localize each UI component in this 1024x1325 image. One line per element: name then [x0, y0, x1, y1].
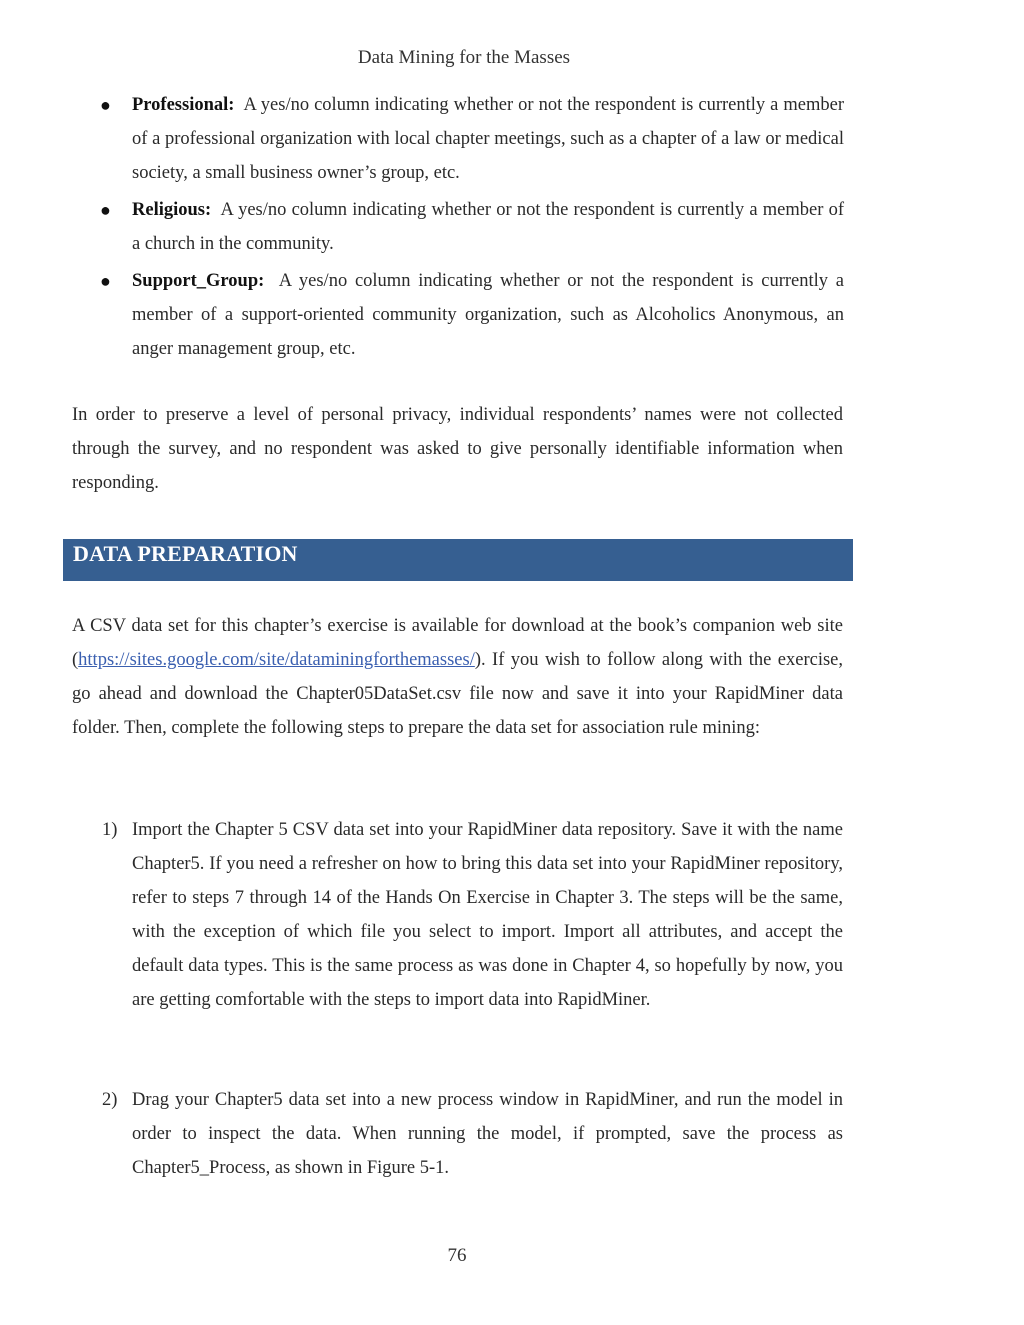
step-text: Import the Chapter 5 CSV data set into your RapidMiner data repository. Save it with the name Chapter5. If you need a refresher on how to bring this data set into your RapidMiner repository, refer to steps 7 through 14 of the Hands On Exercise in Chapter 3. The steps will be the same, with the exception of which file you select to import. Import all attributes, and accept the default data types. This is the same process as was done in Chapter 4, so hopefully by now, you are getting comfortable with the steps to import data into RapidMiner. — [132, 820, 843, 1010]
bullet-term: Support_Group: — [132, 271, 265, 291]
csv-paragraph — [72, 609, 843, 745]
bullet-item-support-group — [100, 264, 844, 366]
bullet-description: A yes/no column indicating whether or not the respondent is currently a member of a church in the community. — [132, 200, 844, 254]
step-number: 1) — [102, 820, 118, 840]
step-text: Drag your Chapter5 data set into a new process window in RapidMiner, and run the model in order to inspect the data. When running the model, if prompted, save the process as Chapter5_Process, as shown in Figure 5-1. — [132, 1090, 843, 1178]
bullet-item-religious — [100, 193, 844, 261]
privacy-paragraph: In order to preserve a level of personal privacy, individual respondents’ names were not collected through the survey, and no respondent was asked to give personally identifiable information when responding. — [72, 405, 843, 493]
bullet-term: Religious: — [132, 200, 212, 220]
bullet-description: A yes/no column indicating whether or not the respondent is currently a member of a support-oriented community organization, such as Alcoholics Anonymous, an anger management group, etc. — [132, 271, 844, 359]
bullet-dot-icon: ● — [100, 95, 111, 115]
running-header: Data Mining for the Masses — [357, 47, 571, 68]
csv-text-after-link: ). If you wish to follow along with the exercise, go ahead and download the Chapter05DataSet.csv file now and save it into your RapidMiner data folder. Then, complete the following steps to prepare the data set for association rule mining: — [72, 650, 843, 738]
step-item-2 — [102, 1083, 843, 1185]
section-heading-title: DATA PREPARATION — [73, 541, 298, 566]
bullet-description: A yes/no column indicating whether or not the respondent is currently a member of a professional organization with local chapter meetings, such as a chapter of a law or medical society, a small business owner’s group, etc. — [132, 95, 844, 183]
step-number: 2) — [102, 1090, 118, 1110]
page-number: 76 — [447, 1245, 467, 1266]
bullet-dot-icon: ● — [100, 271, 111, 291]
bullet-item-professional — [100, 88, 844, 190]
step-item-1 — [102, 813, 843, 1017]
bullet-term: Professional: — [132, 95, 235, 115]
bullet-dot-icon: ● — [100, 200, 111, 220]
companion-site-link[interactable]: https://sites.google.com/site/dataminingforthemasses/ — [78, 650, 475, 670]
section-heading-bar — [63, 539, 853, 581]
attribute-bullet-list — [100, 88, 844, 369]
csv-text-before-link: A CSV data set for this chapter’s exercise is available for download at the book’s companion web site ( — [72, 616, 843, 670]
